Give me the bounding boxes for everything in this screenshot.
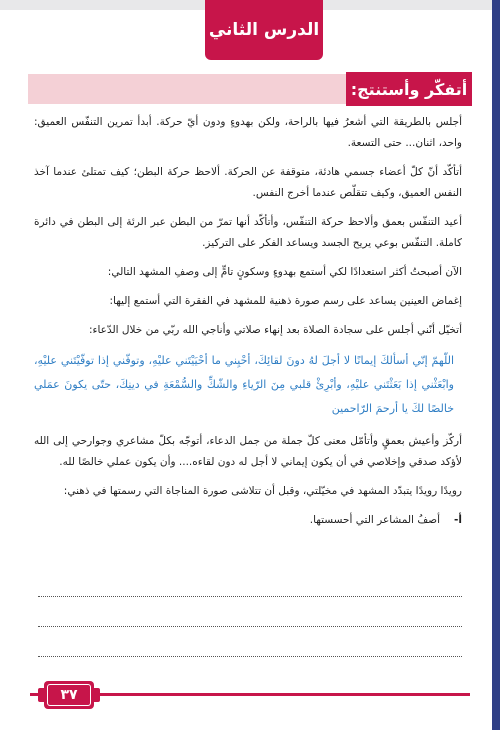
page-number: ٣٧ [47,684,91,706]
question-row [34,510,462,531]
paragraph-1: أجلس بالطريقة التي أشعرُ فيها بالراحة، ولكن بهدوءٍ ودون أيّ حركة. أبدأ تمرين التنفّس العميق: واحد، اثنان... حتى التسعة. [34,116,462,149]
lesson-title-tab [205,0,323,60]
section-heading-box [346,72,472,106]
paragraph-7: أركّز وأعيش بعمقٍ وأتأمّل معنى كلّ جملة من جمل الدعاء، أتوجّه بكلّ مشاعري وجوارحي إلى الله لأؤكد صدقي وإخلاصي في أن يكون إيماني لا أجل له دون لقاءه.... وأن يكون عملي خالصًا لله. [34,435,462,468]
paragraph-2: أتأكّد أنّ كلّ أعضاء جسمي هادئة، متوقفة عن الحركة. ألاحظ حركة البطن؛ كيف تمتلئ عندما آخذ النفس العميق، وكيف تتقلّص عندما أخرج النفس. [34,166,462,199]
paragraph-5: إغماض العينين يساعد على رسم صورة ذهنية للمشهد في الفقرة التي أستمع إليها: [109,295,462,307]
page-edge [492,0,500,730]
question-text: أصفُ المشاعر التي أحسستها. [309,514,441,526]
paragraph-4: الآن أصبحتُ أكثر استعدادًا لكي أستمع بهدوءٍ وسكونٍ تامٍّ إلى وصفِ المشهد التالي: [107,266,462,278]
answer-line-3[interactable] [38,656,462,657]
section-heading: أتفكّر وأستنتج: [350,79,468,99]
lesson-title: الدرس الثاني [208,20,320,40]
question-number: أ- [454,514,462,526]
paragraph-8: رويدًا رويدًا يتبدّد المشهد في مخيّلتي، وقبل أن تتلاشى صورة المناجاة التي رسمتها في ذهني: [63,485,462,497]
prayer-text: اللّهمّ إنّي أسألكَ إيمانًا لا أجلَ لهُ دونَ لقائِكَ، أحْيِني ما أحْيَيْتَني عليْهِ، وتوفّني إذا توفّيْتَني عليْهِ، وابْعَثْني إذا بَعَثْتَني عليْهِ، وأبْرِئْ قلبي مِنَ الرّياءِ والشّكِّ والسُّمْعَةِ في دينِكَ، حتّى يكونَ عمَلي خالصًا لكَ يا أرحمَ الرّاحمين [34,354,454,415]
answer-line-2[interactable] [38,626,462,627]
paragraph-3: أعيد التنفّس بعمق وألاحظ حركة التنفّس، وأتأكّد أنها تمرّ من البطن عبر الرئة إلى البطن في دائرة كاملة. التنفّس بوعي يريح الجسد ويساعد الفكر على التركيز. [34,216,462,249]
page-number-badge [44,681,94,709]
answer-line-1[interactable] [38,596,462,597]
lesson-content [34,112,462,531]
paragraph-6: أتخيّل أنّني أجلس على سجادة الصلاة بعد إنهاء صلاتي وأناجي الله ربّي من خلال الدّعاء: [89,324,462,336]
